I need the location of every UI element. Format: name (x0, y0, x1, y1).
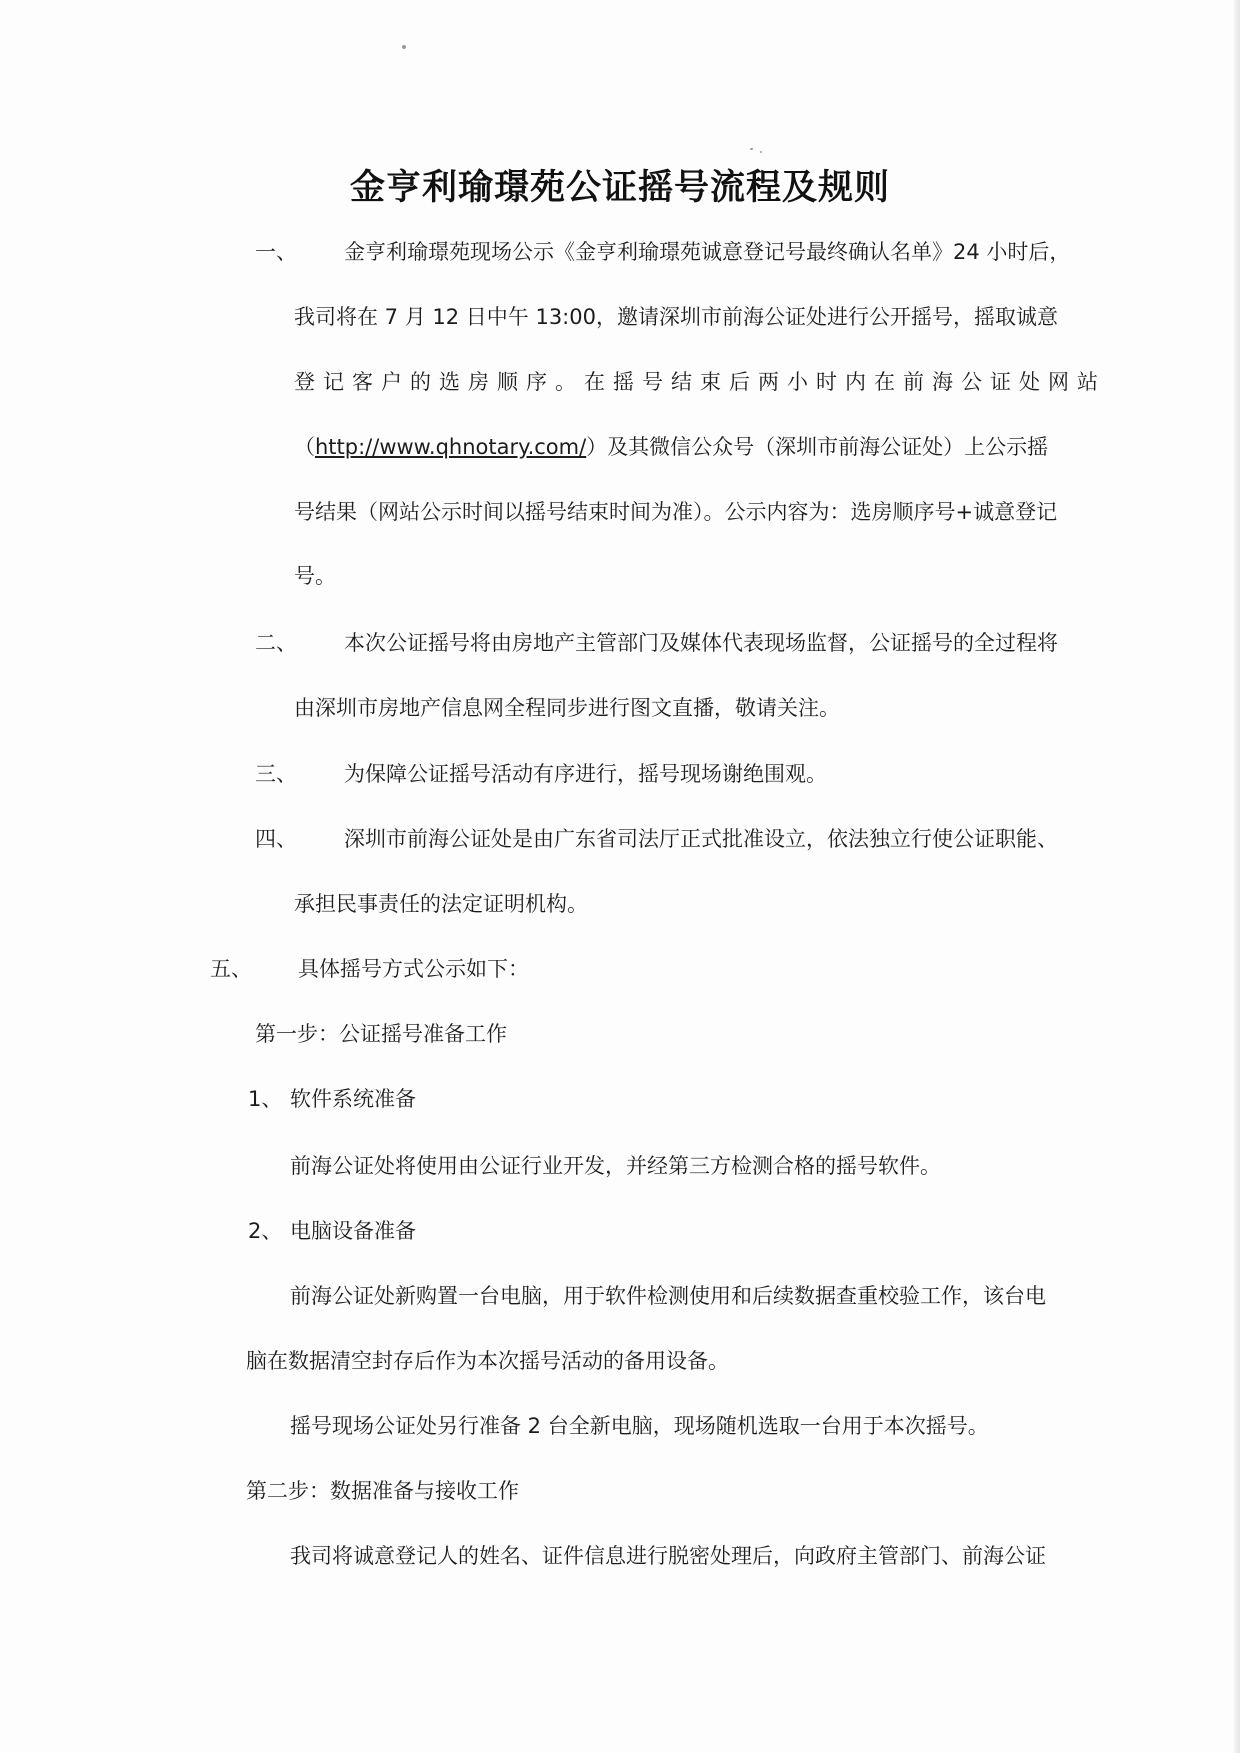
item2-text1: 前海公证处新购置一台电脑，用于软件检测使用和后续数据查重校验工作，该台电 (290, 1284, 1046, 1308)
section3-line1: 为保障公证摇号活动有序进行，摇号现场谢绝围观。 (344, 762, 827, 786)
section4-line1: 深圳市前海公证处是由广东省司法厅正式批准设立，依法独立行使公证职能、 (344, 827, 1058, 851)
scan-speck (750, 148, 753, 150)
section-number: 一、 (255, 240, 297, 264)
step2-text1: 我司将诚意登记人的姓名、证件信息进行脱密处理后，向政府主管部门、前海公证 (290, 1544, 1046, 1568)
scan-edge (1234, 0, 1240, 1753)
section1-line4-rest: ）及其微信公众号（深圳市前海公证处）上公示摇 (586, 435, 1049, 459)
item-number: 2、 (248, 1219, 283, 1243)
scan-speck (760, 151, 762, 153)
section2-line2: 由深圳市房地产信息网全程同步进行图文直播，敬请关注。 (294, 696, 840, 720)
section1-line6: 号。 (294, 564, 336, 588)
item1-heading: 软件系统准备 (290, 1087, 416, 1111)
step1-heading: 第一步：公证摇号准备工作 (255, 1022, 507, 1046)
scan-speck (402, 45, 406, 49)
section5-line1: 具体摇号方式公示如下： (298, 957, 529, 981)
document-title: 金亨利瑜璟苑公证摇号流程及规则 (349, 168, 890, 208)
item2-text3: 摇号现场公证处另行准备 2 台全新电脑，现场随机选取一台用于本次摇号。 (290, 1414, 989, 1438)
section-number: 三、 (255, 762, 297, 786)
section2-line1: 本次公证摇号将由房地产主管部门及媒体代表现场监督，公证摇号的全过程将 (344, 631, 1058, 655)
paren-open: （ (294, 435, 315, 459)
section1-line1: 金亨利瑜璟苑现场公示《金亨利瑜璟苑诚意登记号最终确认名单》24 小时后， (344, 240, 1071, 264)
notary-website-link[interactable]: http://www.qhnotary.com/ (315, 435, 587, 459)
item2-text2: 脑在数据清空封存后作为本次摇号活动的备用设备。 (246, 1349, 729, 1373)
item1-text: 前海公证处将使用由公证行业开发，并经第三方检测合格的摇号软件。 (290, 1154, 941, 1178)
section1-line3: 登记客户的选房顺序。在摇号结束后两小时内在前海公证处网站 (294, 370, 1106, 394)
section1-line4 (294, 433, 1048, 461)
section1-line5: 号结果（网站公示时间以摇号结束时间为准）。公示内容为：选房顺序号+诚意登记 (294, 500, 1058, 524)
section-number: 二、 (255, 631, 297, 655)
item-number: 1、 (248, 1087, 283, 1111)
step2-heading: 第二步：数据准备与接收工作 (246, 1479, 519, 1503)
section-number: 五、 (210, 957, 252, 981)
section4-line2: 承担民事责任的法定证明机构。 (294, 892, 588, 916)
item2-heading: 电脑设备准备 (290, 1219, 416, 1243)
section1-line2: 我司将在 7 月 12 日中午 13:00，邀请深圳市前海公证处进行公开摇号，摇取诚意 (294, 305, 1058, 329)
section-number: 四、 (255, 827, 297, 851)
